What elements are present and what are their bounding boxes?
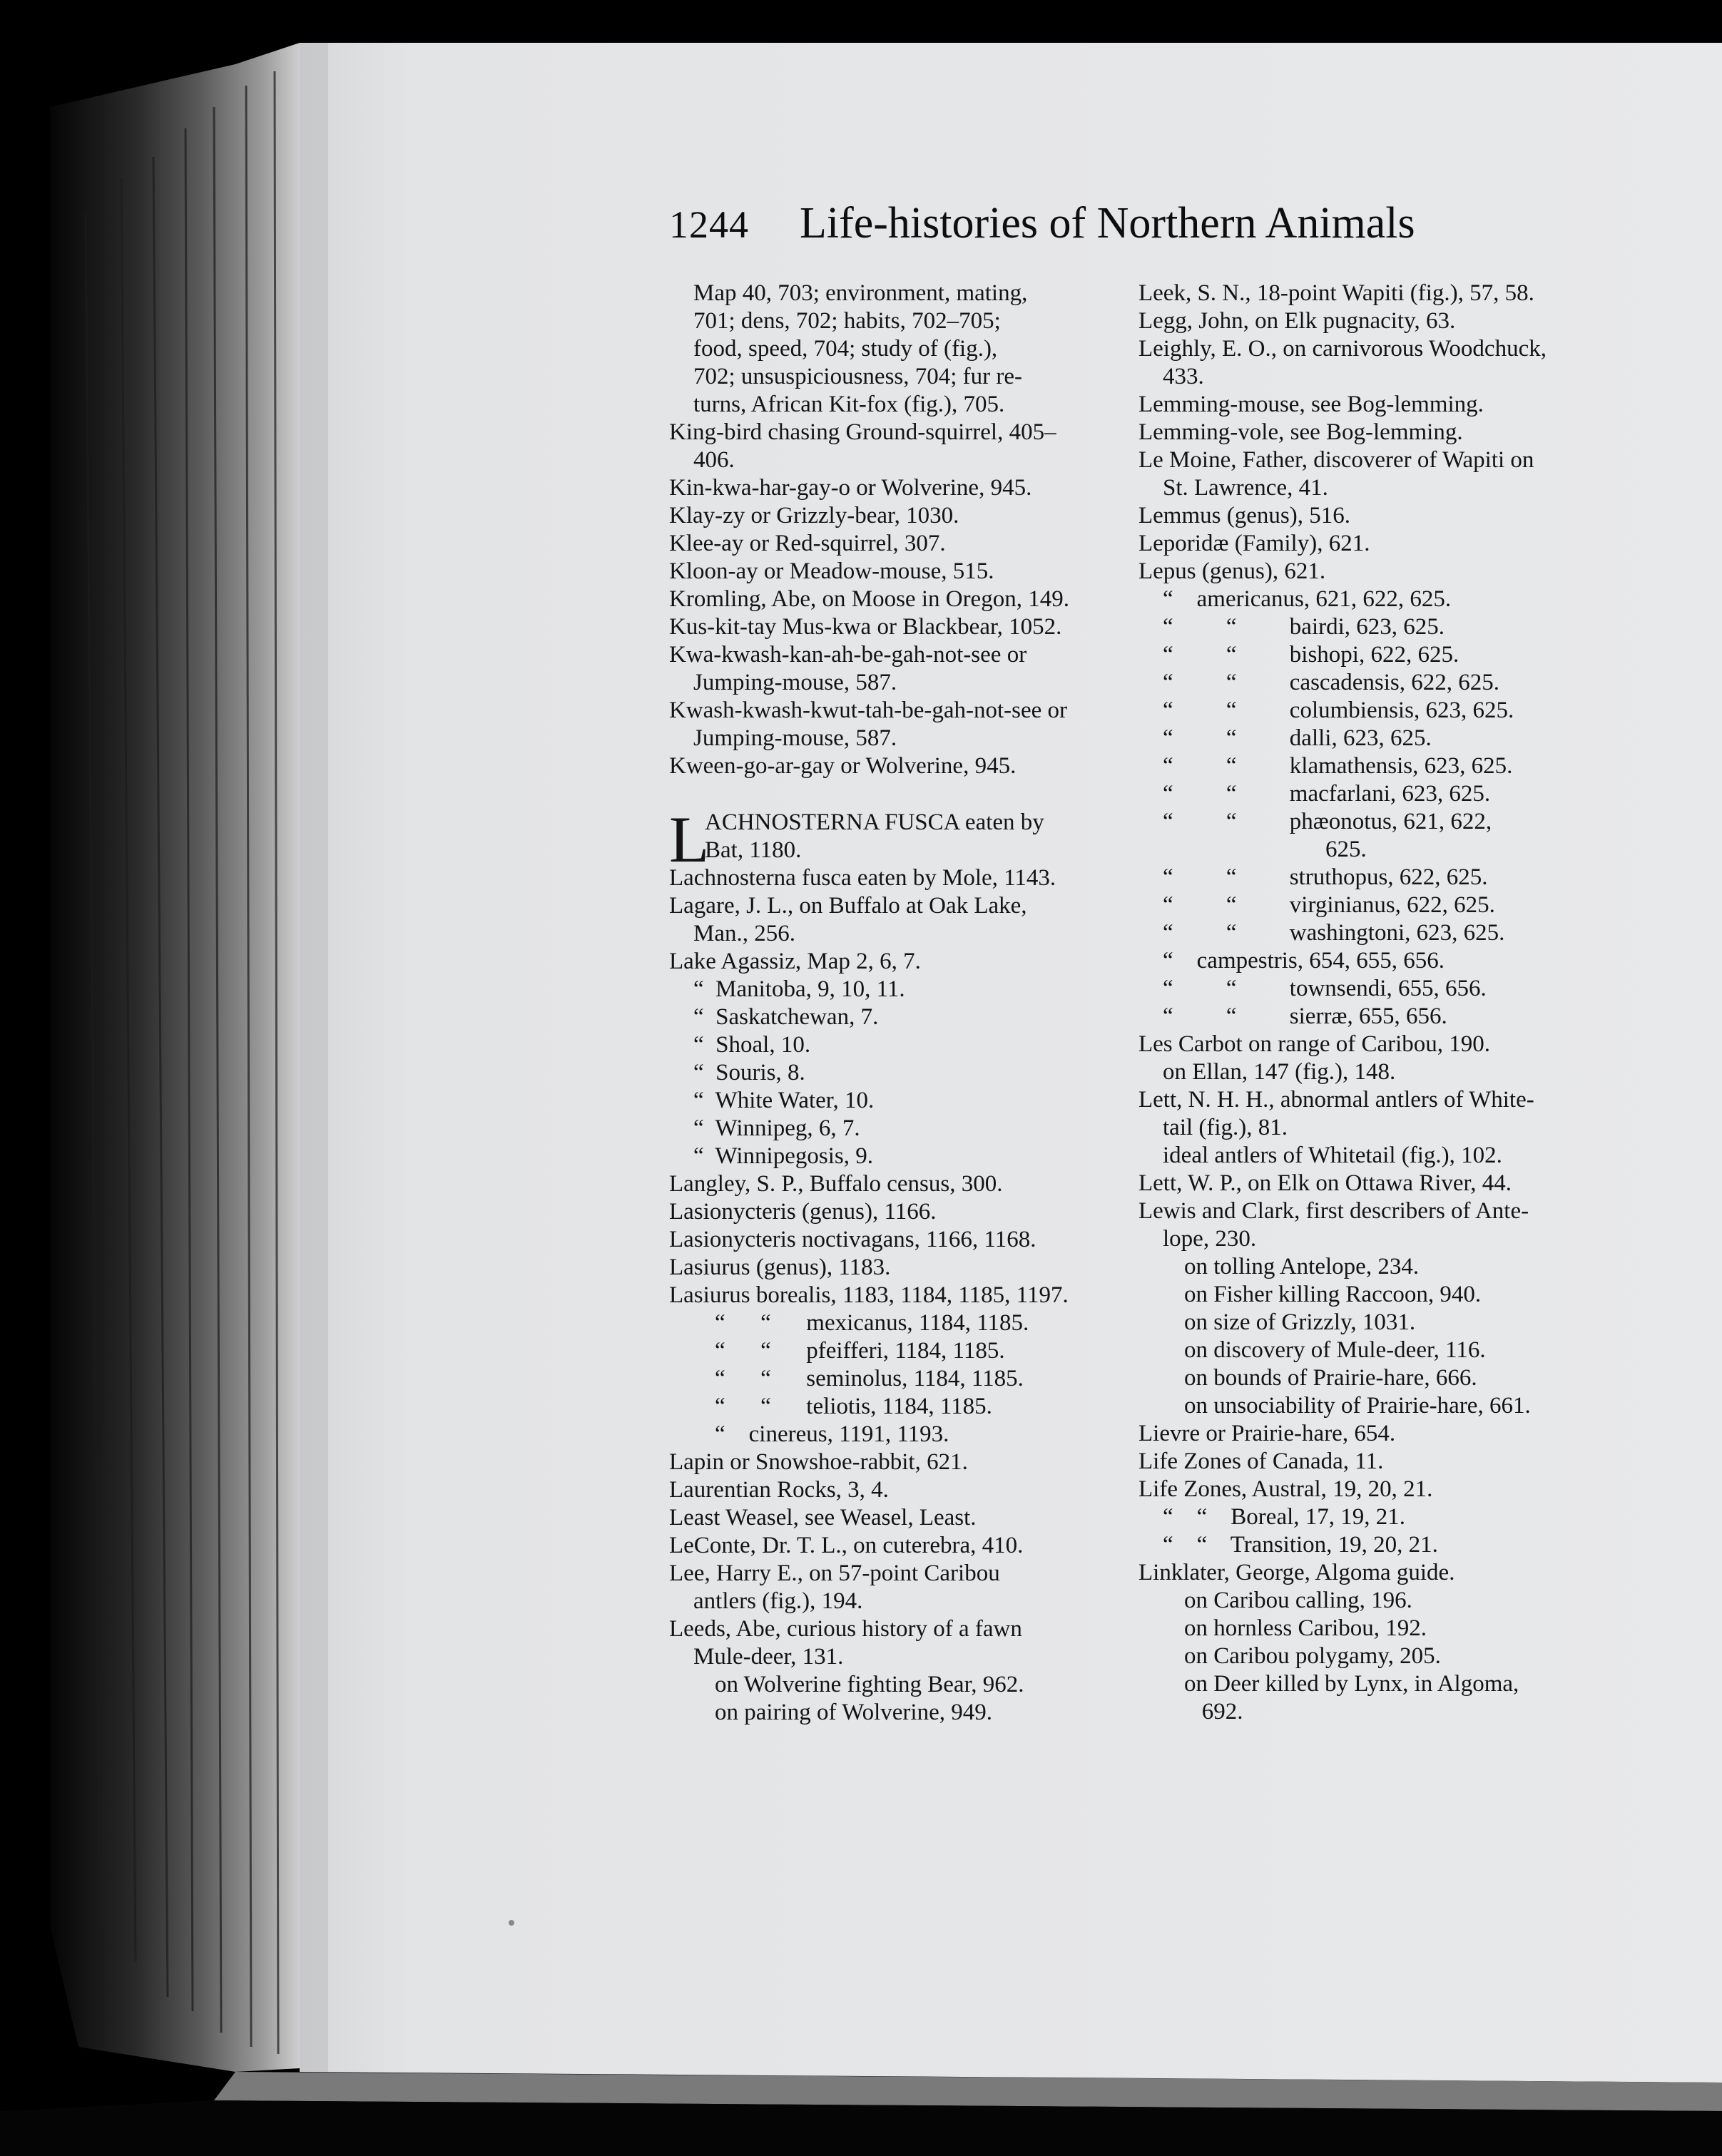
index-entry-continuation: Man., 256. — [693, 921, 795, 946]
index-entry: Legg, John, on Elk pugnacity, 63. — [1138, 308, 1456, 334]
index-entry: Lagare, J. L., on Buffalo at Oak Lake, — [669, 893, 1027, 919]
index-entry-continuation: on Wolverine fighting Bear, 962. — [715, 1672, 1024, 1697]
index-entry: Least Weasel, see Weasel, Least. — [669, 1505, 977, 1531]
index-entry-continuation: “ “ seminolus, 1184, 1185. — [715, 1366, 1024, 1391]
index-entry: King-bird chasing Ground-squirrel, 405– — [669, 419, 1056, 445]
index-entry-continuation: “ Winnipeg, 6, 7. — [693, 1115, 860, 1141]
index-entry: Leeds, Abe, curious history of a fawn — [669, 1616, 1022, 1642]
index-entry-continuation: on unsociability of Prairie-hare, 661. — [1184, 1393, 1531, 1419]
index-entry-continuation: “ “ bishopi, 622, 625. — [1163, 642, 1459, 668]
section-gap — [669, 780, 1111, 809]
index-entry-continuation: ideal antlers of Whitetail (fig.), 102. — [1163, 1143, 1502, 1168]
index-entry-continuation: on discovery of Mule-deer, 116. — [1184, 1337, 1486, 1363]
index-entry-continuation: 692. — [1184, 1699, 1243, 1725]
index-entry-continuation: on pairing of Wolverine, 949. — [715, 1700, 992, 1725]
index-entry-continuation: on bounds of Prairie-hare, 666. — [1184, 1365, 1477, 1391]
index-entry-continuation: “ “ phæonotus, 621, 622, — [1163, 809, 1492, 834]
index-entry: Lett, N. H. H., abnormal antlers of White- — [1138, 1087, 1534, 1113]
index-entry: Kin-kwa-har-gay-o or Wolverine, 945. — [669, 475, 1032, 501]
index-entry: Lapin or Snowshoe-rabbit, 621. — [669, 1449, 968, 1475]
index-entry: Kloon-ay or Meadow-mouse, 515. — [669, 558, 994, 584]
index-entry-continuation: “ campestris, 654, 655, 656. — [1163, 948, 1445, 974]
index-entry-continuation: “ “ cascadensis, 622, 625. — [1163, 670, 1499, 695]
index-entry-text: ACHNOSTERNA FUSCA eaten by — [705, 809, 1044, 835]
index-entry-continuation: food, speed, 704; study of (fig.), — [693, 336, 998, 362]
index-entry: Lasiurus borealis, 1183, 1184, 1185, 1197. — [669, 1282, 1069, 1308]
index-entry-continuation: “ “ washingtoni, 623, 625. — [1163, 920, 1505, 946]
index-column-right — [1138, 280, 1581, 1726]
index-entry: Leighly, E. O., on carnivorous Woodchuck, — [1138, 336, 1547, 362]
index-entry-continuation: Mule-deer, 131. — [693, 1644, 844, 1670]
index-entry: Lewis and Clark, first describers of Ante- — [1138, 1198, 1529, 1224]
page-number: 1244 — [669, 203, 749, 246]
index-entry: LeConte, Dr. T. L., on cuterebra, 410. — [669, 1533, 1024, 1558]
index-entry-continuation: “ “ virginianus, 622, 625. — [1163, 892, 1495, 918]
index-entry: Les Carbot on range of Caribou, 190. — [1138, 1031, 1491, 1057]
drop-cap-letter: L — [669, 803, 710, 876]
index-entry: Lett, W. P., on Elk on Ottawa River, 44. — [1138, 1170, 1512, 1196]
index-entry-continuation: on hornless Caribou, 192. — [1184, 1615, 1427, 1641]
index-entry-continuation: Jumping-mouse, 587. — [693, 725, 897, 751]
index-entry-continuation: Map 40, 703; environment, mating, — [693, 280, 1028, 306]
index-entry: Klay-zy or Grizzly-bear, 1030. — [669, 503, 959, 528]
index-entry-continuation: “ Winnipegosis, 9. — [693, 1143, 873, 1169]
index-entry-text: Bat, 1180. — [705, 837, 802, 863]
index-entry: Lemmus (genus), 516. — [1138, 503, 1350, 528]
index-entry-continuation: “ “ pfeifferi, 1184, 1185. — [715, 1338, 1005, 1364]
index-entry-continuation: 701; dens, 702; habits, 702–705; — [693, 308, 1001, 334]
index-entry-continuation: “ americanus, 621, 622, 625. — [1163, 586, 1452, 612]
index-entry-continuation: tail (fig.), 81. — [1163, 1115, 1288, 1140]
index-entry-continuation: on Caribou polygamy, 205. — [1184, 1643, 1441, 1669]
index-entry-continuation: “ “ struthopus, 622, 625. — [1163, 864, 1488, 890]
index-entry: Lachnosterna fusca eaten by Mole, 1143. — [669, 865, 1056, 891]
index-entry-continuation: on Caribou calling, 196. — [1184, 1588, 1412, 1613]
index-entry: Lemming-vole, see Bog-lemming. — [1138, 419, 1463, 445]
index-entry-continuation: “ “ mexicanus, 1184, 1185. — [715, 1310, 1029, 1336]
index-entry-continuation: 433. — [1163, 364, 1204, 389]
index-entry-continuation: “ Shoal, 10. — [693, 1032, 811, 1058]
index-entry: Lake Agassiz, Map 2, 6, 7. — [669, 949, 921, 974]
index-entry-continuation: “ Saskatchewan, 7. — [693, 1004, 879, 1030]
index-entry-continuation: “ “ townsendi, 655, 656. — [1163, 976, 1487, 1001]
index-entry: Lasionycteris noctivagans, 1166, 1168. — [669, 1227, 1036, 1252]
index-entry-dropcap — [669, 803, 1111, 876]
index-entry: Laurentian Rocks, 3, 4. — [669, 1477, 889, 1503]
index-entry-continuation: “ Souris, 8. — [693, 1060, 805, 1085]
index-entry: Kromling, Abe, on Moose in Oregon, 149. — [669, 586, 1069, 612]
index-entry-continuation: 625. — [1184, 837, 1367, 862]
index-entry-continuation: on tolling Antelope, 234. — [1184, 1254, 1420, 1279]
index-entry: Life Zones, Austral, 19, 20, 21. — [1138, 1476, 1433, 1502]
index-entry: Life Zones of Canada, 11. — [1138, 1449, 1384, 1474]
index-entry-continuation: on size of Grizzly, 1031. — [1184, 1309, 1416, 1335]
index-entry: Kween-go-ar-gay or Wolverine, 945. — [669, 753, 1017, 779]
index-entry-continuation: antlers (fig.), 194. — [693, 1588, 863, 1614]
index-entry-continuation: “ “ Transition, 19, 20, 21. — [1163, 1532, 1438, 1558]
index-entry-continuation: on Ellan, 147 (fig.), 148. — [1163, 1059, 1396, 1085]
index-entry-continuation: St. Lawrence, 41. — [1163, 475, 1328, 501]
running-title: Life-histories of Northern Animals — [800, 199, 1415, 247]
index-entry: Kwash-kwash-kwut-tah-be-gah-not-see or — [669, 698, 1068, 723]
index-entry: Le Moine, Father, discoverer of Wapiti on — [1138, 447, 1534, 473]
index-entry-continuation: “ “ columbiensis, 623, 625. — [1163, 698, 1514, 723]
index-entry: Lasionycteris (genus), 1166. — [669, 1199, 937, 1225]
index-entry: Lepus (genus), 621. — [1138, 558, 1326, 584]
index-entry-continuation: Jumping-mouse, 587. — [693, 670, 897, 695]
index-entry-continuation: 406. — [693, 447, 735, 473]
index-entry-continuation: “ “ dalli, 623, 625. — [1163, 725, 1432, 751]
index-entry: Lee, Harry E., on 57-point Caribou — [669, 1560, 1000, 1586]
index-entry: Leporidæ (Family), 621. — [1138, 531, 1370, 556]
index-column-left — [669, 280, 1111, 1727]
index-entry-continuation: “ “ Boreal, 17, 19, 21. — [1163, 1504, 1406, 1530]
index-entry-continuation: lope, 230. — [1163, 1226, 1257, 1252]
index-entry-continuation: “ White Water, 10. — [693, 1088, 875, 1113]
index-entry-continuation: on Deer killed by Lynx, in Algoma, — [1184, 1671, 1519, 1697]
index-entry: Leek, S. N., 18-point Wapiti (fig.), 57, 58. — [1138, 280, 1534, 306]
index-entry-continuation: “ cinereus, 1191, 1193. — [715, 1421, 949, 1447]
index-entry: Kus-kit-tay Mus-kwa or Blackbear, 1052. — [669, 614, 1062, 640]
index-entry-continuation: turns, African Kit-fox (fig.), 705. — [693, 392, 1005, 417]
index-entry-continuation: “ Manitoba, 9, 10, 11. — [693, 976, 905, 1002]
index-entry-continuation: “ “ klamathensis, 623, 625. — [1163, 753, 1513, 779]
index-entry: Lemming-mouse, see Bog-lemming. — [1138, 392, 1484, 417]
index-entry: Kwa-kwash-kan-ah-be-gah-not-see or — [669, 642, 1027, 668]
index-entry-continuation: “ “ macfarlani, 623, 625. — [1163, 781, 1491, 807]
index-entry: Lievre or Prairie-hare, 654. — [1138, 1421, 1396, 1446]
index-entry-continuation: “ “ bairdi, 623, 625. — [1163, 614, 1445, 640]
index-entry-continuation: “ “ sierræ, 655, 656. — [1163, 1003, 1447, 1029]
index-entry: Lasiurus (genus), 1183. — [669, 1255, 891, 1280]
page-header — [669, 200, 1432, 257]
index-entry: Linklater, George, Algoma guide. — [1138, 1560, 1455, 1585]
index-entry: Klee-ay or Red-squirrel, 307. — [669, 531, 946, 556]
index-entry: Langley, S. P., Buffalo census, 300. — [669, 1171, 1003, 1197]
index-entry-continuation: “ “ teliotis, 1184, 1185. — [715, 1394, 992, 1419]
index-entry-continuation: 702; unsuspiciousness, 704; fur re- — [693, 364, 1023, 389]
index-entry-continuation: on Fisher killing Raccoon, 940. — [1184, 1282, 1482, 1307]
